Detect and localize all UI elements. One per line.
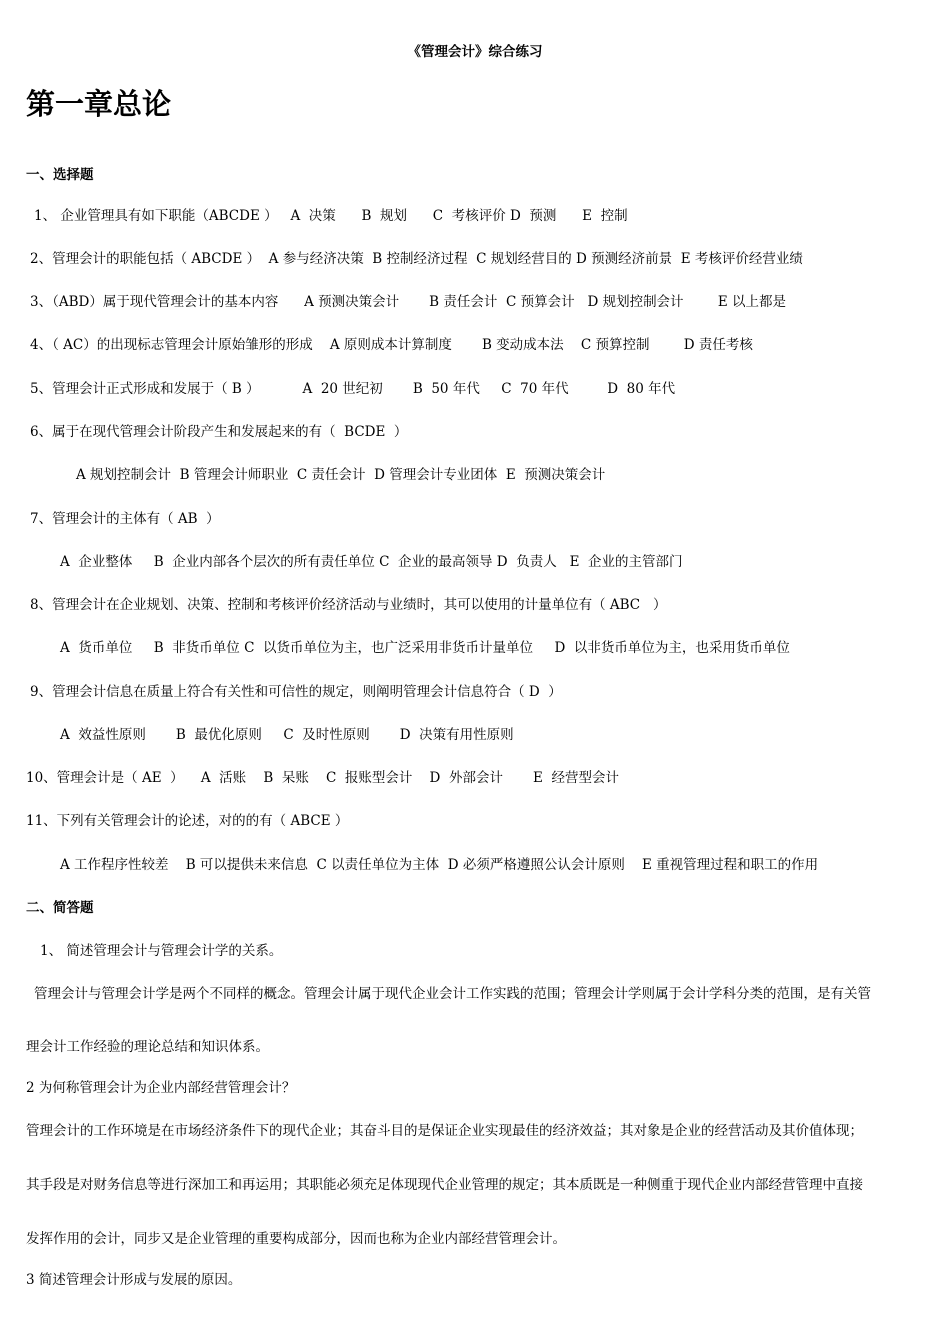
short-question-3: 3 简述管理会计形成与发展的原因。 [26,1272,242,1288]
short-answer-2-line-3: 发挥作用的会计，同步又是企业管理的重要构成部分，因而也称为企业内部经营管理会计。 [26,1231,566,1247]
short-answer-1-line-1: 管理会计与管理会计学是两个不同样的概念。管理会计属于现代企业会计工作实践的范围；管理会计学则属于会计学科分类的范围，是有关管 [34,986,871,1002]
short-answer-1-line-2: 理会计工作经验的理论总结和知识体系。 [26,1039,269,1055]
question-10: 10、管理会计是（ AE ） A 活账 B 呆账 C 报账型会计 D 外部会计 E 经营型会计 [26,770,619,786]
short-answer-2-line-1: 管理会计的工作环境是在市场经济条件下的现代企业；其奋斗目的是保证企业实现最佳的经济效益；其对象是企业的经营活动及其价值体现； [26,1123,863,1139]
question-9-options: A 效益性原则 B 最优化原则 C 及时性原则 D 决策有用性原则 [60,727,514,743]
short-question-1: 1、 简述管理会计与管理会计学的关系。 [40,943,283,959]
question-7-options: A 企业整体 B 企业内部各个层次的所有责任单位 C 企业的最高领导 D 负责人 E 企业的主管部门 [60,554,683,570]
document-title: 《管理会计》综合练习 [407,44,543,60]
chapter-heading: 第一章总论 [26,87,172,121]
question-6-options: A 规划控制会计 B 管理会计师职业 C 责任会计 D 管理会计专业团体 E 预测决策会计 [76,467,606,483]
short-answer-2-line-2: 其手段是对财务信息等进行深加工和再运用；其职能必须充足体现现代企业管理的规定；其本质既是一种侧重于现代企业内部经营管理中直接 [26,1177,863,1193]
section-heading-choice: 一、选择题 [26,167,94,183]
question-9: 9、管理会计信息在质量上符合有关性和可信性的规定，则阐明管理会计信息符合（ D ） [30,684,562,700]
question-8: 8、管理会计在企业规划、决策、控制和考核评价经济活动与业绩时，其可以使用的计量单位有（ ABC ） [30,597,667,613]
question-1: 1、 企业管理具有如下职能（ABCDE ） A 决策 B 规划 C 考核评价 D 预测 E 控制 [34,208,628,224]
section-heading-short-answer: 二、简答题 [26,900,94,916]
question-11: 11、下列有关管理会计的论述，对的的有（ ABCE ） [26,813,349,829]
question-6: 6、属于在现代管理会计阶段产生和发展起来的有（ BCDE ） [30,424,408,440]
question-11-options: A 工作程序性较差 B 可以提供未来信息 C 以责任单位为主体 D 必须严格遵照公认会计原则 E 重视管理过程和职工的作用 [60,857,819,873]
question-5: 5、管理会计正式形成和发展于（ B ） A 20 世纪初 B 50 年代 C 70 年代 D 80 年代 [30,381,676,397]
question-3: 3、（ABD）属于现代管理会计的基本内容 A 预测决策会计 B 责任会计 C 预算会计 D 规划控制会计 E 以上都是 [30,294,787,310]
question-2: 2、管理会计的职能包括（ ABCDE ） A 参与经济决策 B 控制经济过程 C 规划经营目的 D 预测经济前景 E 考核评价经营业绩 [30,251,803,267]
question-8-options: A 货币单位 B 非货币单位 C 以货币单位为主，也广泛采用非货币计量单位 D 以非货币单位为主，也采用货币单位 [60,640,790,656]
question-4: 4、（ AC）的出现标志管理会计原始雏形的形成 A 原则成本计算制度 B 变动成本法 C 预算控制 D 责任考核 [30,337,753,353]
short-question-2: 2 为何称管理会计为企业内部经营管理会计？ [26,1080,296,1096]
question-7: 7、管理会计的主体有（ AB ） [30,511,220,527]
